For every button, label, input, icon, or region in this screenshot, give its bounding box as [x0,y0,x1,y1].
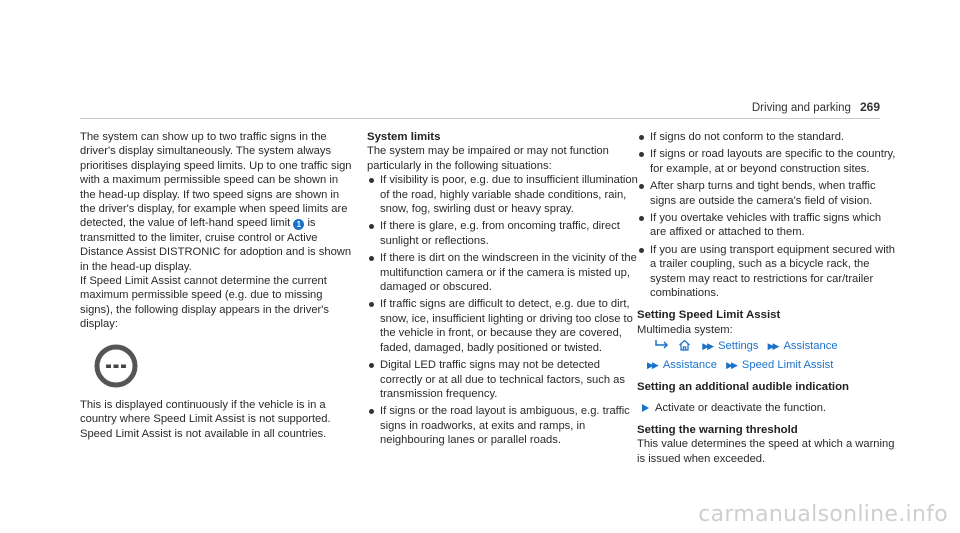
home-icon[interactable] [678,339,691,355]
page-number: 269 [859,100,880,114]
chevron-right-icon: ▶▶ [767,341,778,352]
bullet-icon [369,363,374,368]
watermark-logo: carmanualsonline.info [698,502,948,527]
list-item: After sharp turns and tight bends, when traffic signs are outside the camera's field of vision. [637,179,897,208]
list-item: If signs or road layouts are specific to the country, for example, at or beyond construction sites. [637,147,897,176]
list-item: If you are using transport equipment secured with a trailer coupling, such as a bicycle rack, the system may react to restrictions for car/trailer combinations. [637,243,897,301]
paragraph-text: is transmitted to the limiter, cruise control or Active Distance Assist DISTRONIC for adoption and is shown in the head-up display. [80,217,352,273]
unknown-speed-limit-icon [94,344,138,388]
arrow-right-icon [655,339,669,353]
nav-path-line-1 [637,339,897,355]
action-arrow-icon [642,404,649,412]
chevron-right-icon: ▶▶ [702,341,713,352]
column-2 [367,130,639,448]
system-limits-list [367,173,639,447]
list-item: If you overtake vehicles with traffic signs which are affixed or attached to them. [637,211,897,240]
nav-settings[interactable]: Settings [718,340,759,353]
paragraph-no-speed: If Speed Limit Assist cannot determine the current maximum permissible speed (e.g. due to missing signs), the following display appears in the driver's display: [80,275,330,331]
column-1 [80,130,355,441]
multimedia-label: Multimedia system: [637,323,733,336]
bullet-icon [369,178,374,183]
list-item: Digital LED traffic signs may not be detected correctly or at all due to technical factors, such as transmission frequency. [367,358,639,401]
chevron-right-icon: ▶▶ [647,359,657,370]
setting-speed-limit-assist-heading: Setting Speed Limit Assist [637,309,781,322]
bullet-icon [369,409,374,414]
bullet-icon [639,184,644,189]
system-limits-list-continued [637,130,897,300]
nav-assistance[interactable]: Assistance [783,340,838,353]
nav-assistance-sub[interactable]: Assistance [662,358,717,371]
callout-marker-1: 1 [293,219,304,230]
bullet-icon [369,302,374,307]
bullet-icon [639,248,644,253]
audible-indication-heading: Setting an additional audible indication [637,381,850,394]
bullet-icon [639,216,644,221]
list-item: If traffic signs are difficult to detect, e.g. due to dirt, snow, ice, insufficient lighting or driving too close to the vehicle in front, or because they are covered, faded, damaged, badly positioned or twisted. [367,297,639,355]
bullet-icon [639,152,644,157]
header-divider [80,118,880,119]
section-title: Driving and parking [751,102,851,114]
column-3 [637,130,897,466]
list-item: If signs do not conform to the standard. [637,130,897,144]
paragraph-text: The system can show up to two traffic signs in the driver's display simultaneously. The system always prioritises displaying speed limits. Up to one traffic sign with a maximum permissible speed can be shown in the head-up display. If two speed signs are shown in the driver's display, for example when speed limits are detected, the value of left-hand speed limit [80,131,352,230]
paragraph-two-signs [80,130,355,274]
nav-speed-limit-assist[interactable]: Speed Limit Assist [741,358,834,371]
page-header [752,100,880,116]
warning-threshold-heading: Setting the warning threshold [637,423,798,436]
list-item: If there is dirt on the windscreen in the vicinity of the multifunction camera or if the camera is misted up, damaged or obscured. [367,251,639,294]
bullet-icon [369,256,374,261]
list-item: If there is glare, e.g. from oncoming traffic, direct sunlight or reflections. [367,219,639,248]
warning-threshold-text: This value determines the speed at which a warning is issued when exceeded. [637,438,895,465]
system-limits-heading: System limits [367,131,441,143]
chevron-right-icon: ▶▶ [726,359,736,370]
list-item: If visibility is poor, e.g. due to insufficient illumination of the road, highly variable shade conditions, rain, snow, fog, swirling dust or heavy spray. [367,173,639,216]
system-limits-intro: The system may be impaired or may not function particularly in the following situations: [367,145,609,172]
action-step [637,401,897,415]
nav-path-line-2 [637,358,897,372]
list-item: If signs or the road layout is ambiguous, e.g. traffic signs in roadworks, at exits and ramps, in neighbouring lanes or parallel roads. [367,404,639,447]
bullet-icon [639,135,644,140]
bullet-icon [369,224,374,229]
paragraph-not-supported: This is displayed continuously if the vehicle is in a country where Speed Limit Assist is not supported. Speed Limit Assist is not available in all countries. [80,398,331,440]
action-text: Activate or deactivate the function. [655,401,827,414]
